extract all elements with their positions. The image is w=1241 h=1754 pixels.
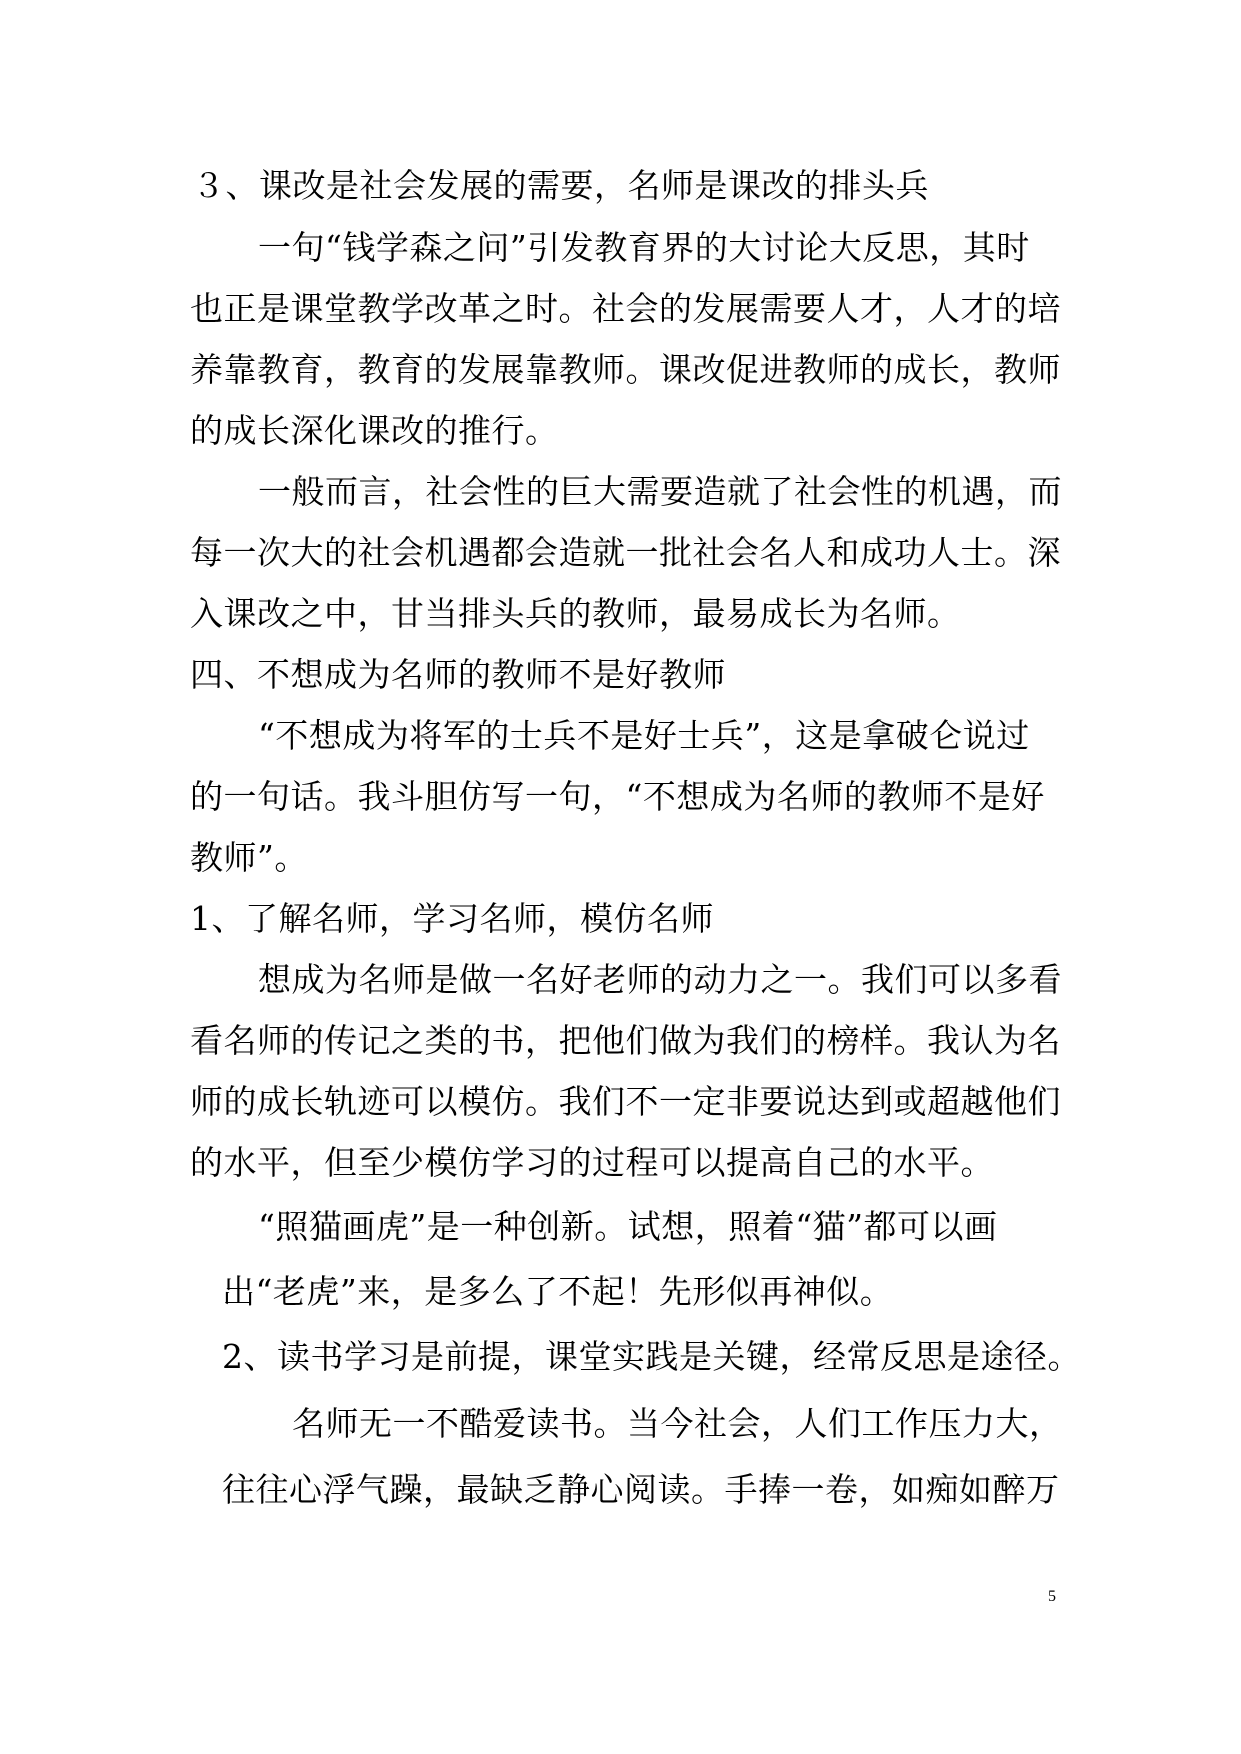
paragraph-line: 一句“钱学森之问”引发教育界的大讨论大反思，其时 [258, 228, 1030, 267]
paragraph-line: 一般而言，社会性的巨大需要造就了社会性的机遇，而 [258, 472, 1062, 511]
page-number: 5 [1048, 1588, 1056, 1605]
heading-subsection-2: 2、读书学习是前提，课堂实践是关键，经常反思是途径。 [222, 1337, 1081, 1376]
heading-subsection-1: 1、了解名师，学习名师，模仿名师 [190, 899, 714, 938]
paragraph-line: 师的成长轨迹可以模仿。我们不一定非要说达到或超越他们 [190, 1082, 1061, 1121]
paragraph-line: 出“老虎”来，是多么了不起！先形似再神似。 [222, 1272, 894, 1311]
paragraph-line: 名师无一不酷爱读书。当今社会，人们工作压力大， [292, 1404, 1063, 1443]
paragraph-line: 的成长深化课改的推行。 [190, 411, 559, 450]
paragraph-line: “不想成为将军的士兵不是好士兵”，这是拿破仑说过 [258, 716, 1030, 755]
paragraph-line: 教师”。 [190, 838, 308, 877]
paragraph-line: 入课改之中，甘当排头兵的教师，最易成长为名师。 [190, 594, 961, 633]
paragraph-line: 的一句话。我斗胆仿写一句，“不想成为名师的教师不是好 [190, 777, 1045, 816]
paragraph-line: 往往心浮气躁，最缺乏静心阅读。手捧一卷，如痴如醉万 [222, 1470, 1060, 1509]
paragraph-line: “照猫画虎”是一种创新。试想，照着“猫”都可以画 [258, 1207, 998, 1246]
paragraph-line: 养靠教育，教育的发展靠教师。课改促进教师的成长，教师 [190, 350, 1061, 389]
heading-section-3: ３、课改是社会发展的需要，名师是课改的排头兵 [192, 166, 929, 205]
paragraph-line: 的水平，但至少模仿学习的过程可以提高自己的水平。 [190, 1143, 994, 1182]
paragraph-line: 想成为名师是做一名好老师的动力之一。我们可以多看 [258, 960, 1062, 999]
paragraph-line: 也正是课堂教学改革之时。社会的发展需要人才，人才的培 [190, 289, 1061, 328]
paragraph-line: 每一次大的社会机遇都会造就一批社会名人和成功人士。深 [190, 533, 1061, 572]
paragraph-line: 看名师的传记之类的书，把他们做为我们的榜样。我认为名 [190, 1021, 1061, 1060]
heading-section-4: 四、不想成为名师的教师不是好教师 [190, 655, 726, 694]
